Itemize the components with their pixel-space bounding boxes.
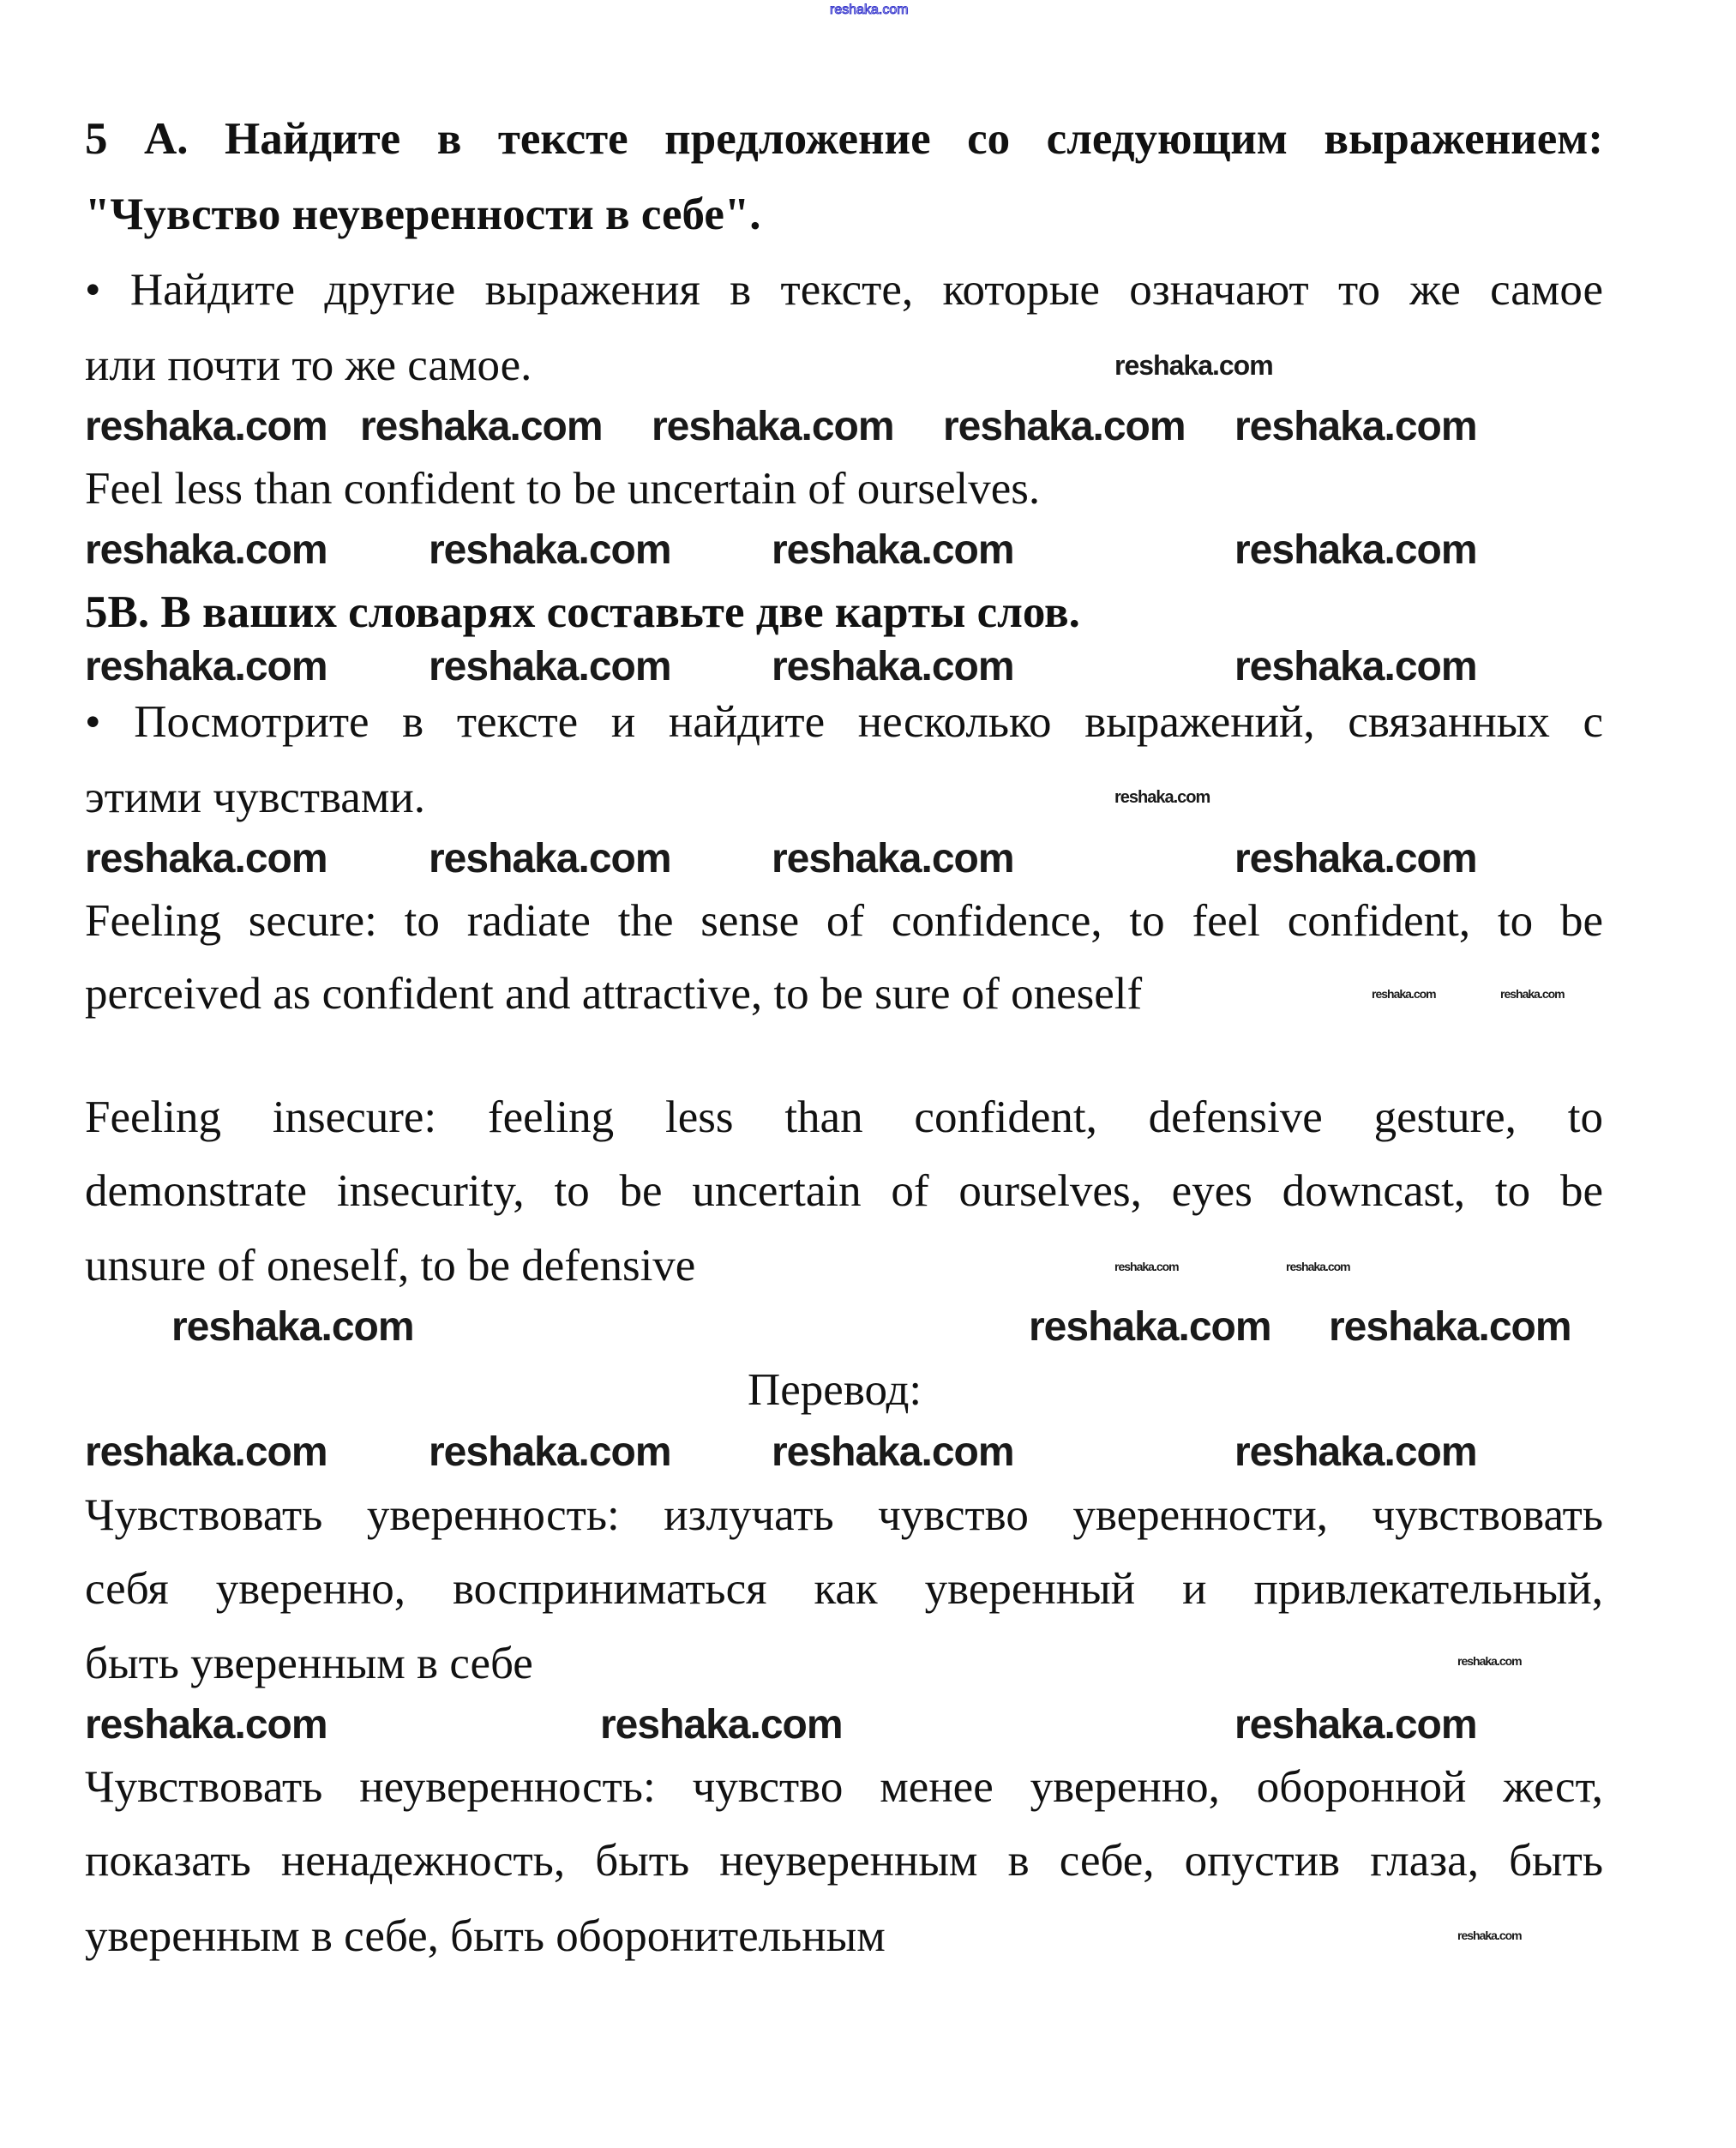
translation-line xyxy=(85,1638,1603,1689)
watermark: reshaka.com xyxy=(1029,1304,1271,1350)
watermark: reshaka.com xyxy=(1500,987,1565,1001)
translation-line xyxy=(85,1489,1603,1541)
instruction-line xyxy=(85,696,1603,748)
heading-5a-line xyxy=(85,113,1603,165)
watermark: reshaka.com xyxy=(429,1429,671,1475)
watermark: reshaka.com xyxy=(1372,987,1436,1001)
line-text: 5В. В ваших словарях составьте две карты слов. xyxy=(85,587,1080,637)
watermark: reshaka.com xyxy=(85,527,327,573)
answer-line xyxy=(85,1165,1603,1217)
watermark: reshaka.com xyxy=(1114,788,1210,807)
translation-line xyxy=(85,1563,1603,1615)
translation-heading xyxy=(748,1364,922,1416)
watermark: reshaka.com xyxy=(772,527,1014,573)
watermark: reshaka.com xyxy=(429,836,671,881)
line-text: уверенным в себе, быть оборонительным xyxy=(85,1911,886,1961)
watermark: reshaka.com xyxy=(85,1702,327,1748)
line-text: Чувствовать уверенность: излучать чувство уверенности, чувствовать xyxy=(85,1490,1603,1540)
line-text: perceived as confident and attractive, to be sure of oneself xyxy=(85,969,1143,1019)
translation-line xyxy=(85,1910,1603,1962)
watermark: reshaka.com xyxy=(1234,1702,1477,1748)
line-text: • Найдите другие выражения в тексте, которые означают то же самое xyxy=(85,265,1603,315)
line-text: • Посмотрите в тексте и найдите несколько выражений, связанных с xyxy=(85,697,1603,747)
watermark: reshaka.com xyxy=(1457,1928,1522,1942)
watermark: reshaka.com xyxy=(171,1304,414,1350)
answer-line xyxy=(85,895,1603,947)
instruction-line xyxy=(85,340,1603,391)
watermark: reshaka.com xyxy=(360,404,603,449)
line-text: этими чувствами. xyxy=(85,773,425,822)
watermark: reshaka.com xyxy=(1286,1260,1350,1273)
translation-line xyxy=(85,1761,1603,1813)
line-text: показать ненадежность, быть неуверенным в себе, опустив глаза, быть xyxy=(85,1836,1603,1886)
answer-line xyxy=(85,463,1603,514)
watermark: reshaka.com xyxy=(943,404,1186,449)
watermark: reshaka.com xyxy=(652,404,894,449)
line-text: быть уверенным в себе xyxy=(85,1639,533,1688)
heading-5a-line xyxy=(85,189,1603,240)
watermark: reshaka.com xyxy=(429,527,671,573)
watermark: reshaka.com xyxy=(85,404,327,449)
watermark: reshaka.com xyxy=(1114,350,1273,381)
watermark: reshaka.com xyxy=(1457,1654,1522,1668)
watermark: reshaka.com xyxy=(1234,836,1477,881)
watermark: reshaka.com xyxy=(1234,1429,1477,1475)
watermark: reshaka.com xyxy=(429,644,671,689)
watermark: reshaka.com xyxy=(85,1429,327,1475)
line-text: Feel less than confident to be uncertain of ourselves. xyxy=(85,464,1041,514)
watermark: reshaka.com xyxy=(772,836,1014,881)
watermark: reshaka.com xyxy=(85,836,327,881)
line-text: 5 А. Найдите в тексте предложение со следующим выражением: xyxy=(85,114,1603,164)
watermark: reshaka.com xyxy=(772,644,1014,689)
watermark: reshaka.com xyxy=(1329,1304,1571,1350)
watermark: reshaka.com xyxy=(772,1429,1014,1475)
watermark: reshaka.com xyxy=(1234,644,1477,689)
answer-line xyxy=(85,1092,1603,1143)
heading-5b-line xyxy=(85,587,1603,638)
watermark: reshaka.com xyxy=(1114,1260,1179,1273)
line-text: Перевод: xyxy=(748,1365,922,1415)
translation-line xyxy=(85,1835,1603,1886)
top-watermark: reshaka.com xyxy=(830,3,909,17)
line-text: Feeling secure: to radiate the sense of confidence, to feel confident, to be xyxy=(85,896,1603,946)
watermark: reshaka.com xyxy=(1234,527,1477,573)
line-text: "Чувство неуверенности в себе". xyxy=(85,190,761,239)
instruction-line xyxy=(85,264,1603,316)
answer-line xyxy=(85,1240,1603,1291)
watermark: reshaka.com xyxy=(85,644,327,689)
line-text: или почти то же самое. xyxy=(85,340,532,390)
line-text: unsure of oneself, to be defensive xyxy=(85,1241,696,1291)
line-text: себя уверенно, восприниматься как уверенный и привлекательный, xyxy=(85,1564,1603,1614)
watermark: reshaka.com xyxy=(1234,404,1477,449)
line-text: Feeling insecure: feeling less than confident, defensive gesture, to xyxy=(85,1092,1603,1142)
line-text: Чувствовать неуверенность: чувство менее уверенно, оборонной жест, xyxy=(85,1762,1603,1812)
line-text: demonstrate insecurity, to be uncertain of ourselves, eyes downcast, to be xyxy=(85,1166,1603,1216)
instruction-line xyxy=(85,772,1603,823)
watermark: reshaka.com xyxy=(600,1702,843,1748)
